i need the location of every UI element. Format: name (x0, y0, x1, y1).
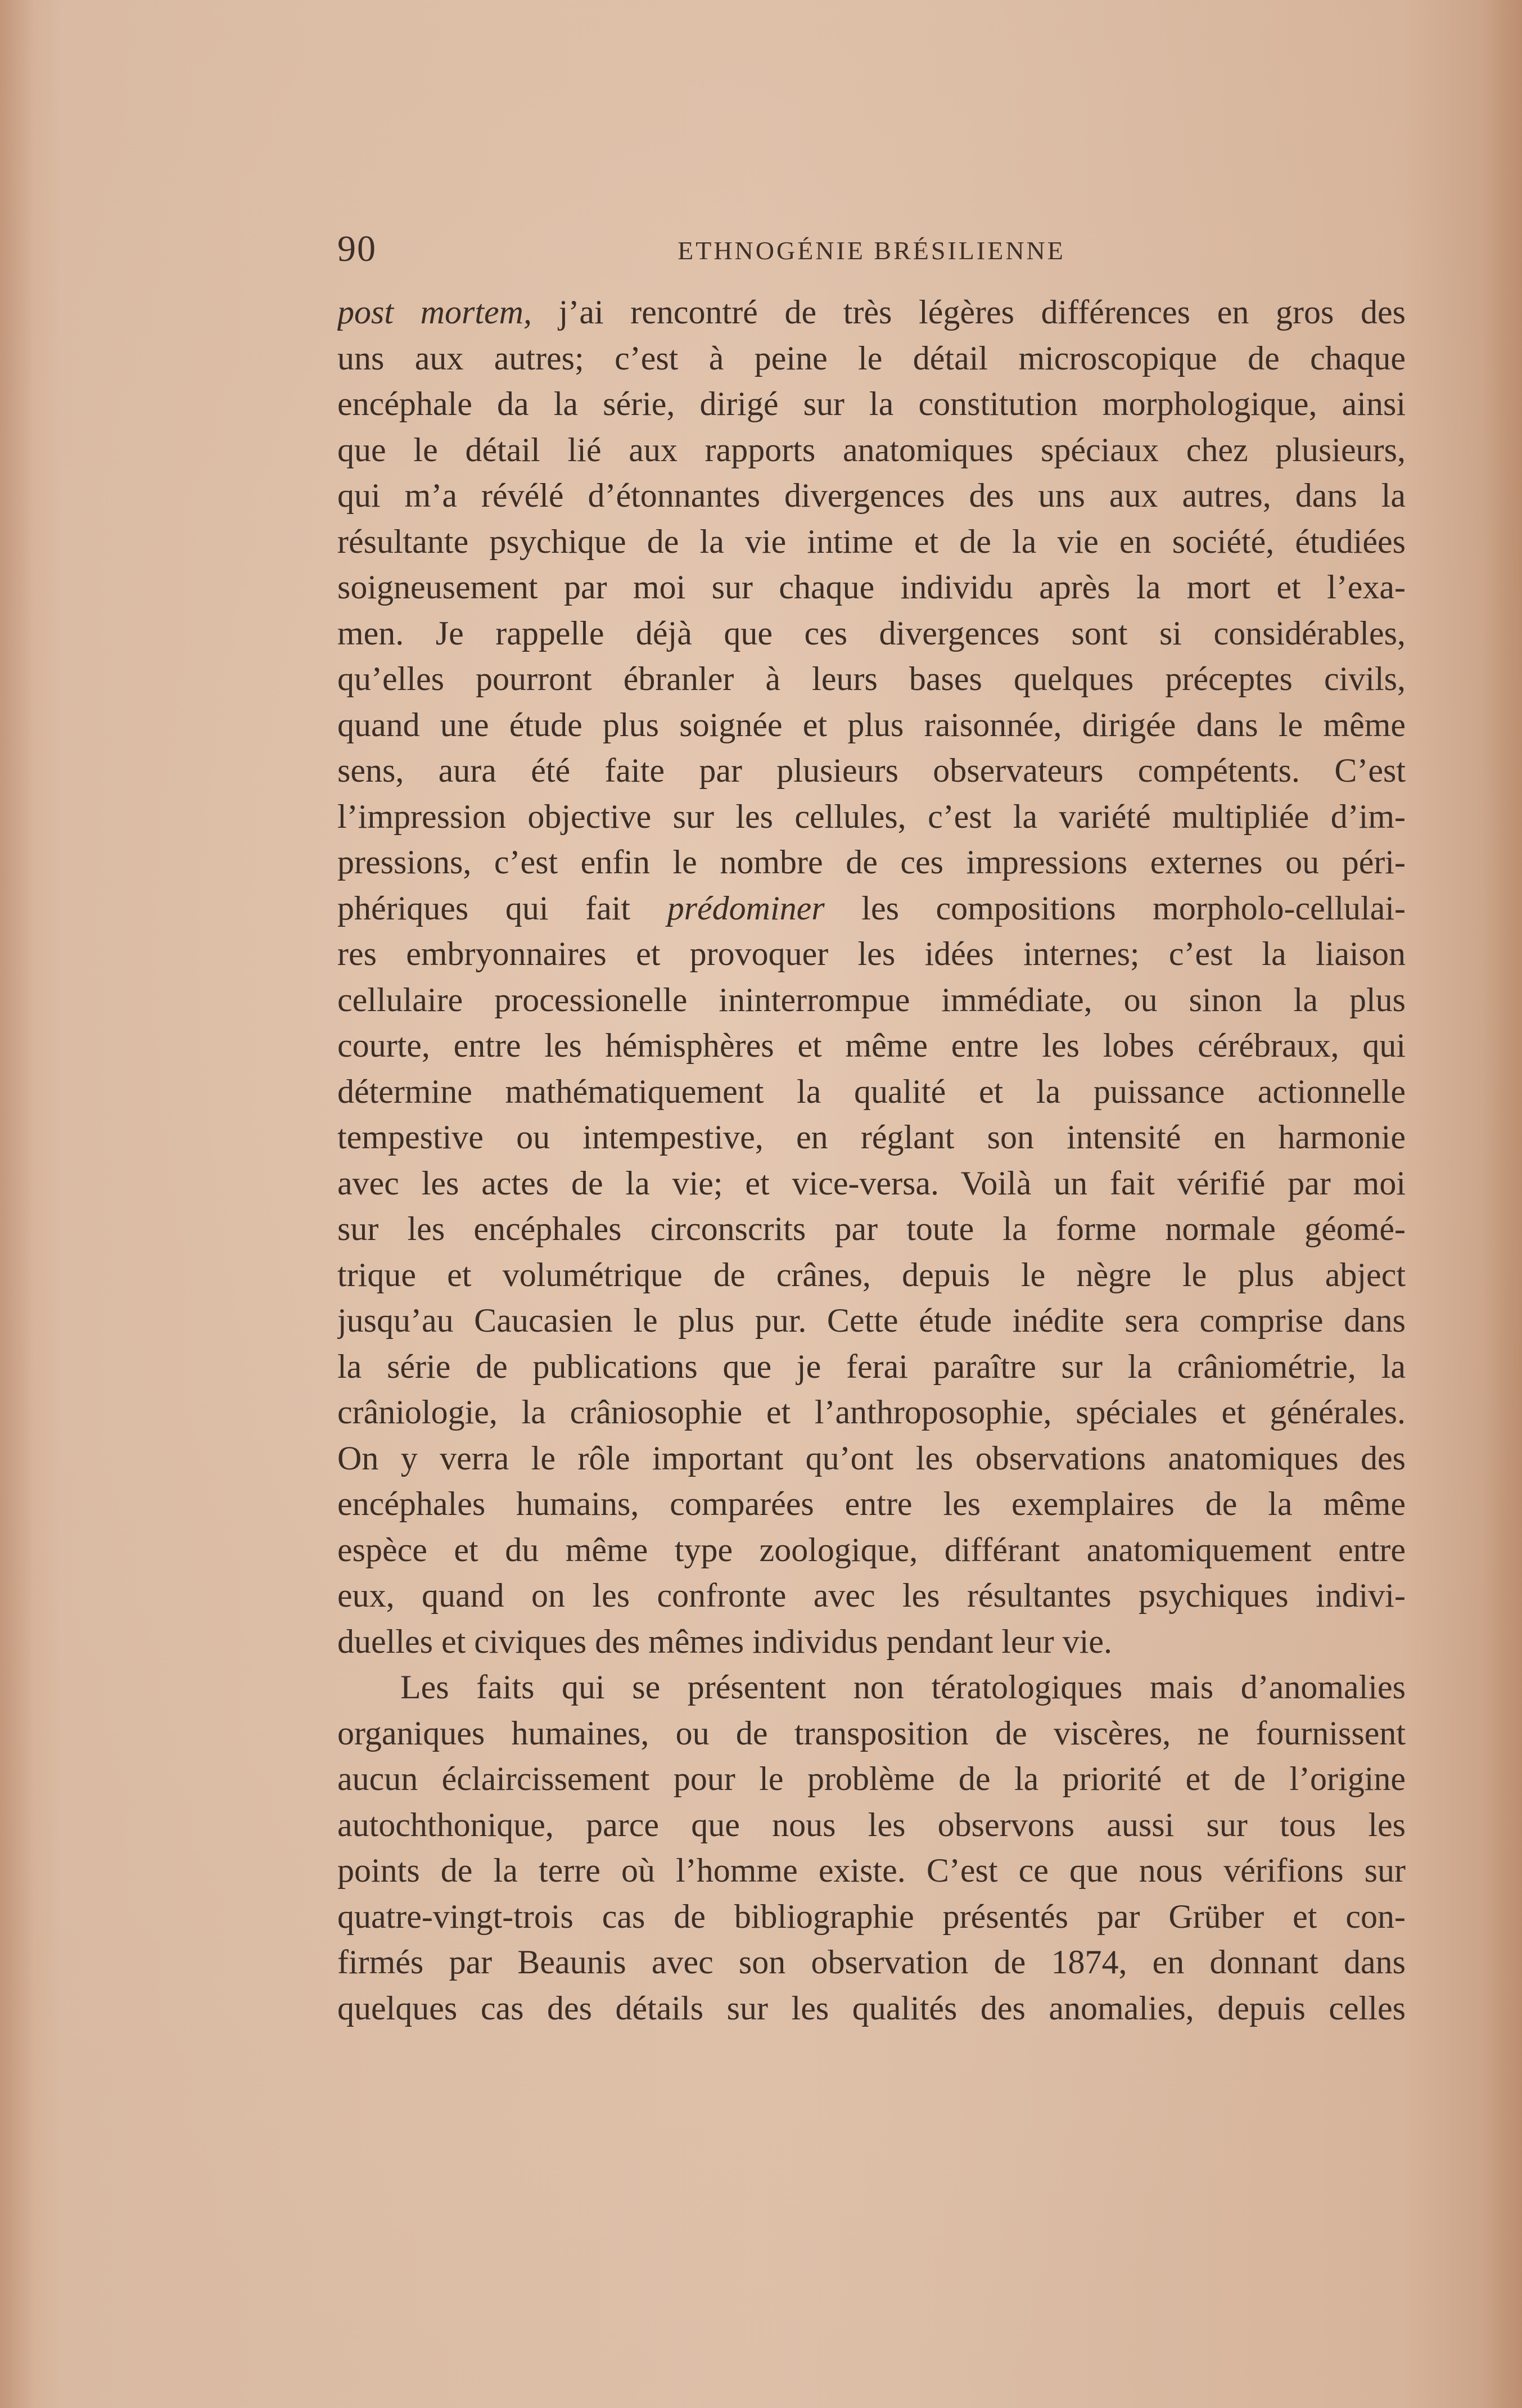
text-segment: quand une étude plus soignée et plus raisonnée, dirigée dans le même (337, 706, 1406, 743)
text-segment: l’impression objective sur les cellules, c’est la variété multipliée d’im- (337, 797, 1406, 835)
text-segment: quelques cas des détails sur les qualités des anomalies, depuis celles (337, 1989, 1406, 2027)
text-segment: phériques qui fait (337, 889, 667, 927)
text-line (337, 1206, 1406, 1252)
text-line (337, 1619, 1406, 1665)
text-line (337, 611, 1406, 657)
text-segment: la série de publications que je ferai paraître sur la crâniométrie, la (337, 1347, 1406, 1385)
text-line (337, 1069, 1406, 1115)
text-line (337, 748, 1406, 794)
text-line (337, 290, 1406, 336)
text-line (337, 1940, 1406, 1986)
text-line (337, 1023, 1406, 1069)
text-line (337, 886, 1406, 932)
text-segment: résultante psychique de la vie intime et de la vie en société, étudiées (337, 522, 1406, 560)
text-segment: men. Je rappelle déjà que ces divergences sont si considérables, (337, 614, 1406, 652)
text-line (337, 1527, 1406, 1573)
text-segment: tempestive ou intempestive, en réglant son intensité en harmonie (337, 1119, 1406, 1156)
text-segment: uns aux autres; c’est à peine le détail microscopique de chaque (337, 339, 1406, 377)
text-segment: cellulaire processionelle ininterrompue immédiate, ou sinon la plus (337, 981, 1406, 1018)
text-segment: quatre-vingt-trois cas de bibliographie présentés par Grüber et con- (337, 1897, 1406, 1935)
text-segment: encéphales humains, comparées entre les exemplaires de la même (337, 1485, 1406, 1522)
text-segment: j’ai rencontré de très légères différences en gros des (532, 294, 1406, 331)
text-line (337, 977, 1406, 1023)
text-segment: autochthonique, parce que nous les observons aussi sur tous les (337, 1806, 1406, 1843)
text-line (337, 656, 1406, 702)
text-segment: sur les encéphales circonscrits par toute la forme normale géomé- (337, 1210, 1406, 1247)
text-line (337, 1481, 1406, 1527)
text-line (337, 1390, 1406, 1436)
text-line (337, 1802, 1406, 1848)
text-line (337, 427, 1406, 474)
text-segment: les compositions morpholo-cellulai- (824, 889, 1406, 927)
text-line (337, 840, 1406, 886)
text-segment: eux, quand on les confronte avec les résultantes psychiques indivi- (337, 1577, 1406, 1614)
text-line (337, 565, 1406, 611)
page-number: 90 (337, 228, 377, 269)
text-segment: aucun éclaircissement pour le problème de la priorité et de l’origine (337, 1760, 1406, 1797)
text-line (337, 1756, 1406, 1802)
page-shadow-left (0, 0, 34, 2408)
text-segment: avec les actes de la vie; et vice-versa. Voilà un fait vérifié par moi (337, 1164, 1406, 1202)
text-line (337, 473, 1406, 519)
text-segment: qu’elles pourront ébranler à leurs bases quelques préceptes civils, (337, 660, 1406, 697)
text-line (337, 1711, 1406, 1757)
text-line (337, 794, 1406, 840)
text-line (337, 1298, 1406, 1344)
text-line (337, 1115, 1406, 1161)
italic-text: prédominer (667, 889, 825, 927)
text-segment: res embryonnaires et provoquer les idées internes; c’est la liaison (337, 935, 1406, 972)
text-segment: courte, entre les hémisphères et même entre les lobes cérébraux, qui (337, 1027, 1406, 1064)
text-segment: duelles et civiques des mêmes individus pendant leur vie. (337, 1622, 1113, 1660)
text-line (337, 1252, 1406, 1298)
text-line (337, 931, 1406, 977)
text-segment: crâniologie, la crâniosophie et l’anthroposophie, spéciales et générales. (337, 1394, 1406, 1431)
text-line (337, 1436, 1406, 1482)
text-line (337, 1986, 1406, 2032)
text-segment: jusqu’au Caucasien le plus pur. Cette étude inédite sera comprise dans (337, 1302, 1406, 1339)
text-line (337, 519, 1406, 565)
page-header (337, 228, 1406, 278)
text-segment: détermine mathématiquement la qualité et la puissance actionnelle (337, 1072, 1406, 1110)
text-segment: espèce et du même type zoologique, différant anatomiquement entre (337, 1531, 1406, 1568)
text-segment: organiques humaines, ou de transposition de viscères, ne fournissent (337, 1714, 1406, 1752)
text-segment: points de la terre où l’homme existe. C’est ce que nous vérifions sur (337, 1852, 1406, 1889)
text-line (337, 1894, 1406, 1940)
text-line (337, 381, 1406, 427)
text-segment: qui m’a révélé d’étonnantes divergences des uns aux autres, dans la (337, 477, 1406, 514)
text-segment: trique et volumétrique de crânes, depuis le nègre le plus abject (337, 1256, 1406, 1293)
text-segment: On y verra le rôle important qu’ont les observations anatomiques des (337, 1439, 1406, 1477)
text-line (337, 702, 1406, 748)
page-shadow-right (1483, 0, 1522, 2408)
text-line (337, 1573, 1406, 1619)
text-segment: sens, aura été faite par plusieurs observateurs compétents. C’est (337, 752, 1406, 789)
text-line (337, 1848, 1406, 1894)
text-segment: Les faits qui se présentent non tératologiques mais d’anomalies (400, 1669, 1406, 1706)
text-line (337, 336, 1406, 382)
text-segment: pressions, c’est enfin le nombre de ces impressions externes ou péri- (337, 844, 1406, 881)
text-segment: firmés par Beaunis avec son observation de 1874, en donnant dans (337, 1943, 1406, 1981)
text-line (337, 1665, 1406, 1711)
text-segment: encéphale da la série, dirigé sur la constitution morphologique, ainsi (337, 385, 1406, 422)
text-segment: que le détail lié aux rapports anatomiques spéciaux chez plusieurs, (337, 431, 1406, 468)
running-head: ETHNOGÉNIE BRÉSILIENNE (678, 236, 1065, 265)
italic-text: post mortem, (337, 294, 532, 331)
text-segment: soigneusement par moi sur chaque individu après la mort et l’exa- (337, 569, 1406, 606)
text-line (337, 1161, 1406, 1207)
body-text (337, 290, 1406, 2031)
text-line (337, 1344, 1406, 1390)
